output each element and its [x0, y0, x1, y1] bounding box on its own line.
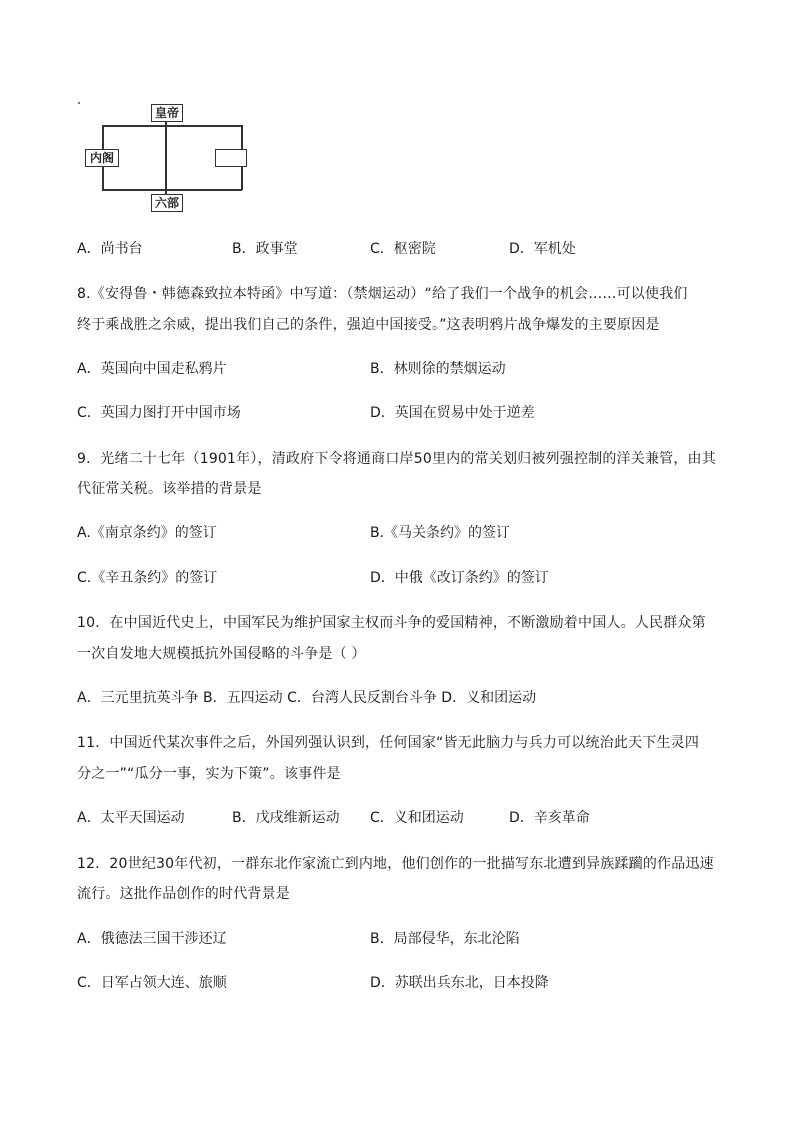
q10-options-line: A．三元里抗英斗争 B．五四运动 C．台湾人民反割台斗争 D．义和团运动: [77, 690, 537, 706]
q8-option-b: B．林则徐的禁烟运动: [370, 361, 506, 377]
q10-stem-line2: 一次自发地大规模抵抗外国侵略的斗争是（ ）: [77, 646, 366, 662]
q12-option-a: A．俄德法三国干涉还辽: [77, 931, 227, 947]
q12-stem-line2: 流行。这批作品创作的时代背景是: [77, 886, 290, 902]
diagram-frame-bottom: [102, 189, 242, 191]
q8-option-a: A．英国向中国走私鸦片: [77, 361, 227, 377]
q11-stem-line1: 11．中国近代某次事件之后，外国列强认识到，任何国家“皆无此脑力与兵力可以统治此天下生灵四: [77, 735, 700, 751]
q9-option-d: D．中俄《改订条约》的签订: [370, 570, 549, 586]
q8-stem-line2: 终于乘战胜之余威，提出我们自己的条件，强迫中国接受。”这表明鸦片战争爆发的主要原因是: [77, 317, 660, 333]
diagram-box-six-ministries: 六部: [151, 194, 183, 212]
diagram-box-blank: [215, 149, 247, 167]
q9-option-a: A.《南京条约》的签订: [77, 525, 217, 541]
q11-stem-line2: 分之一”“瓜分一事，实为下策”。该事件是: [77, 766, 341, 782]
q9-option-b: B.《马关条约》的签订: [370, 525, 511, 541]
q8-option-c: C．英国力图打开中国市场: [77, 405, 241, 421]
q9-stem-line2: 代征常关税。该举措的背景是: [77, 481, 262, 497]
q8-stem-line1: 8.《安得鲁・韩德森致拉本特函》中写道：（禁烟运动）“给了我们一个战争的机会……可以使我们: [77, 286, 688, 302]
q7-option-c: C．枢密院: [370, 241, 436, 257]
diagram-box-emperor: 皇帝: [151, 104, 183, 122]
government-structure-diagram: [80, 100, 260, 215]
q12-stem-line1: 12．20世纪30年代初，一群东北作家流亡到内地，他们创作的一批描写东北遭到异族蹂躏的作品迅速: [77, 856, 714, 872]
q11-option-a: A．太平天国运动: [77, 810, 185, 826]
q11-option-b: B．戊戌维新运动: [232, 810, 340, 826]
diagram-center-line: [165, 120, 167, 198]
q7-option-b: B．政事堂: [232, 241, 298, 257]
diagram-frame-top: [102, 125, 242, 127]
q7-option-d: D．军机处: [509, 241, 576, 257]
diagram-box-cabinet: 内阁: [85, 149, 119, 167]
q11-option-d: D．辛亥革命: [509, 810, 590, 826]
q8-option-d: D．英国在贸易中处于逆差: [370, 405, 535, 421]
q12-option-d: D．苏联出兵东北，日本投降: [370, 975, 549, 991]
q12-option-c: C．日军占领大连、旅顺: [77, 975, 227, 991]
q7-option-a: A．尚书台: [77, 241, 143, 257]
q10-stem-line1: 10．在中国近代史上，中国军民为维护国家主权而斗争的爱国精神，不断激励着中国人。人民群众第: [77, 615, 706, 631]
q9-stem-line1: 9．光绪二十七年（1901年），清政府下令将通商口岸50里内的常关划归被列强控制的洋关兼管，由其: [77, 451, 716, 467]
q9-option-c: C.《辛丑条约》的签订: [77, 570, 218, 586]
q12-option-b: B．局部侵华，东北沦陷: [370, 931, 520, 947]
q11-option-c: C．义和团运动: [370, 810, 464, 826]
